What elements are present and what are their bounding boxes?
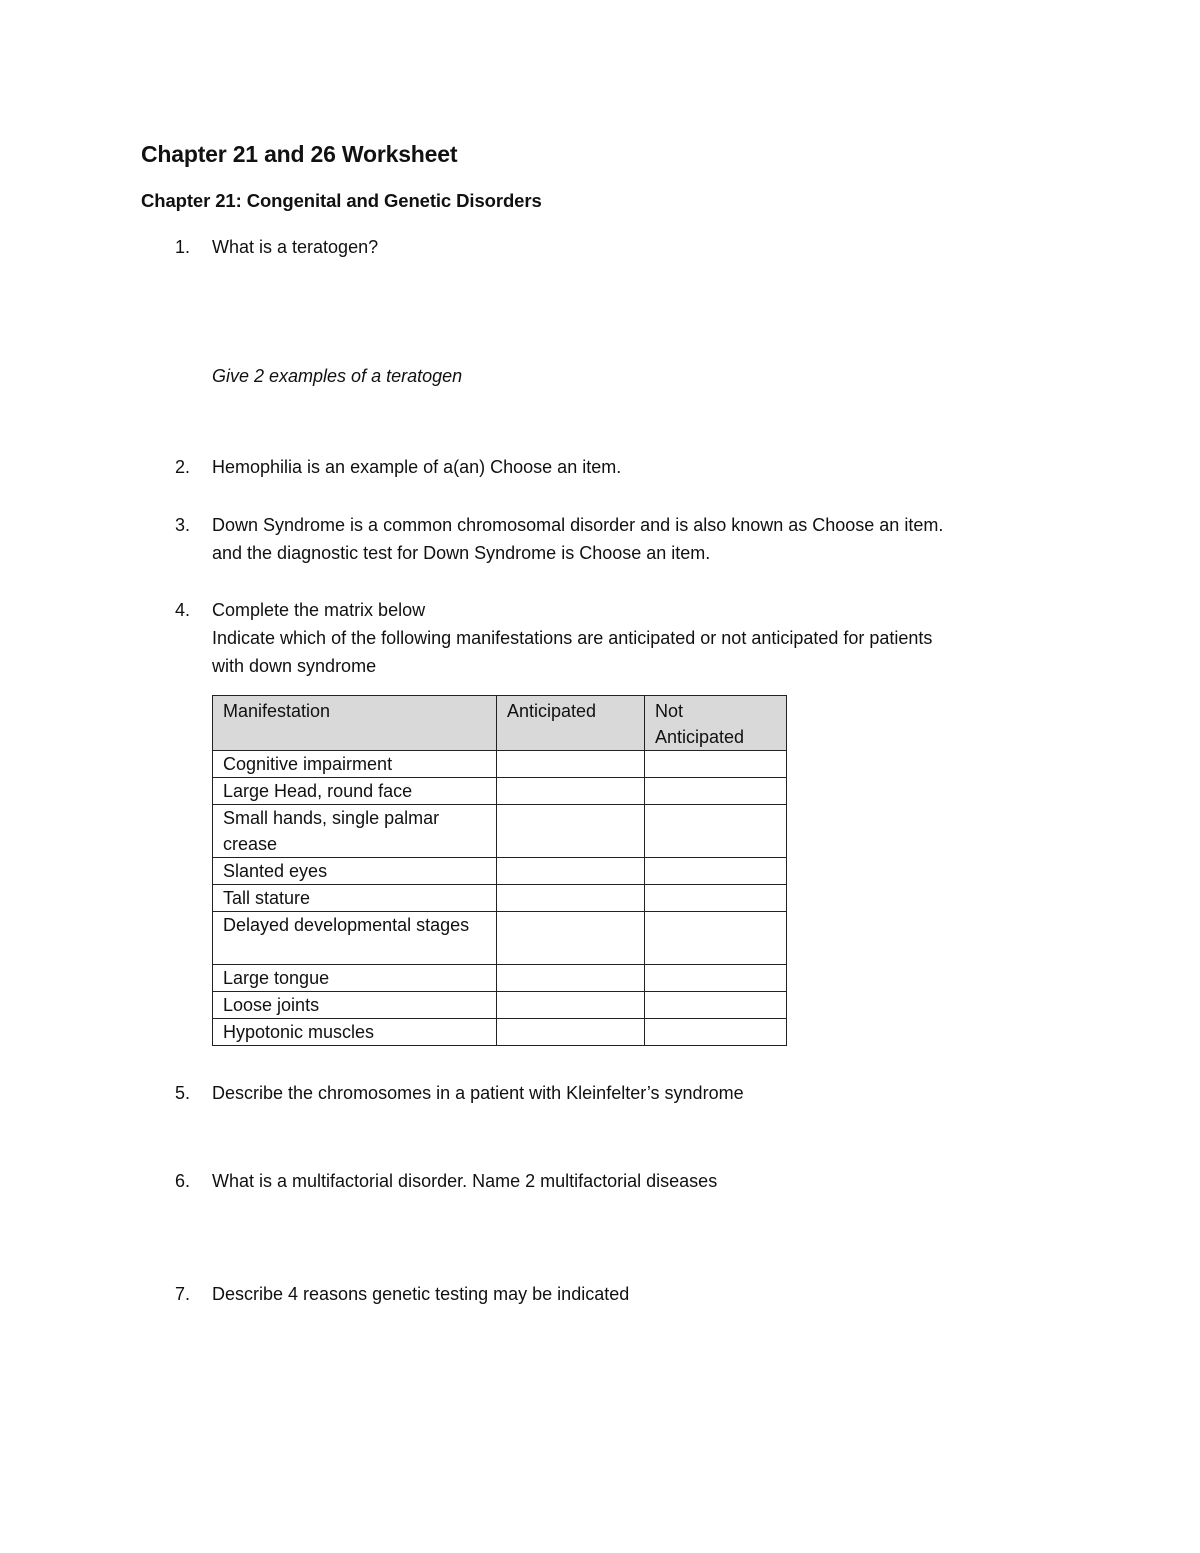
manifestation-cell: Large Head, round face xyxy=(213,778,497,805)
matrix-row xyxy=(213,885,787,912)
matrix-row xyxy=(213,858,787,885)
not-anticipated-cell[interactable] xyxy=(645,805,787,858)
question-number: 1. xyxy=(175,237,191,257)
not-anticipated-cell[interactable] xyxy=(645,885,787,912)
matrix-row xyxy=(213,751,787,778)
manifestation-cell: Small hands, single palmar crease xyxy=(213,805,497,858)
question-text: What is a teratogen? xyxy=(212,237,379,257)
anticipated-cell[interactable] xyxy=(497,805,645,858)
matrix-row xyxy=(213,992,787,1019)
anticipated-cell[interactable] xyxy=(497,1019,645,1046)
anticipated-cell[interactable] xyxy=(497,912,645,965)
manifestation-matrix xyxy=(212,695,787,1046)
question-number: 6. xyxy=(175,1171,191,1191)
manifestation-cell: Delayed developmental stages xyxy=(213,912,497,965)
matrix-header-row xyxy=(213,696,787,751)
header-manifestation: Manifestation xyxy=(213,696,497,751)
chapter-heading: Chapter 21: Congenital and Genetic Disorders xyxy=(141,190,542,211)
matrix-row xyxy=(213,1019,787,1046)
question-text-line: Complete the matrix below xyxy=(212,600,426,620)
question-text-line: with down syndrome xyxy=(212,656,377,676)
question-number: 5. xyxy=(175,1083,191,1103)
header-not-anticipated: Not Anticipated xyxy=(645,696,787,751)
question-text-line: Indicate which of the following manifestations are anticipated or not anticipated for patients xyxy=(212,628,933,648)
matrix-row xyxy=(213,965,787,992)
not-anticipated-cell[interactable] xyxy=(645,1019,787,1046)
question-number: 4. xyxy=(175,600,191,620)
anticipated-cell[interactable] xyxy=(497,778,645,805)
not-anticipated-cell[interactable] xyxy=(645,965,787,992)
question-number: 7. xyxy=(175,1284,191,1304)
manifestation-cell: Slanted eyes xyxy=(213,858,497,885)
question-number: 2. xyxy=(175,457,191,477)
not-anticipated-cell[interactable] xyxy=(645,858,787,885)
not-anticipated-cell[interactable] xyxy=(645,751,787,778)
manifestation-cell: Tall stature xyxy=(213,885,497,912)
page-title: Chapter 21 and 26 Worksheet xyxy=(141,141,458,167)
not-anticipated-cell[interactable] xyxy=(645,912,787,965)
matrix-row xyxy=(213,778,787,805)
anticipated-cell[interactable] xyxy=(497,751,645,778)
not-anticipated-cell[interactable] xyxy=(645,778,787,805)
anticipated-cell[interactable] xyxy=(497,885,645,912)
teratogen-prompt: Give 2 examples of a teratogen xyxy=(212,366,463,386)
question-text: What is a multifactorial disorder. Name 2 multifactorial diseases xyxy=(212,1171,718,1191)
anticipated-cell[interactable] xyxy=(497,992,645,1019)
manifestation-cell: Large tongue xyxy=(213,965,497,992)
anticipated-cell[interactable] xyxy=(497,965,645,992)
manifestation-cell: Hypotonic muscles xyxy=(213,1019,497,1046)
question-text: Describe 4 reasons genetic testing may be indicated xyxy=(212,1284,630,1304)
question-text-line: Down Syndrome is a common chromosomal disorder and is also known as Choose an item. xyxy=(212,515,944,535)
question-text: Hemophilia is an example of a(an) Choose an item. xyxy=(212,457,622,477)
question-number: 3. xyxy=(175,515,191,535)
matrix-row xyxy=(213,805,787,858)
anticipated-cell[interactable] xyxy=(497,858,645,885)
matrix-row xyxy=(213,912,787,965)
question-text-line: and the diagnostic test for Down Syndrome is Choose an item. xyxy=(212,543,711,563)
manifestation-cell: Loose joints xyxy=(213,992,497,1019)
manifestation-cell: Cognitive impairment xyxy=(213,751,497,778)
header-anticipated: Anticipated xyxy=(497,696,645,751)
question-text: Describe the chromosomes in a patient with Kleinfelter’s syndrome xyxy=(212,1083,744,1103)
not-anticipated-cell[interactable] xyxy=(645,992,787,1019)
